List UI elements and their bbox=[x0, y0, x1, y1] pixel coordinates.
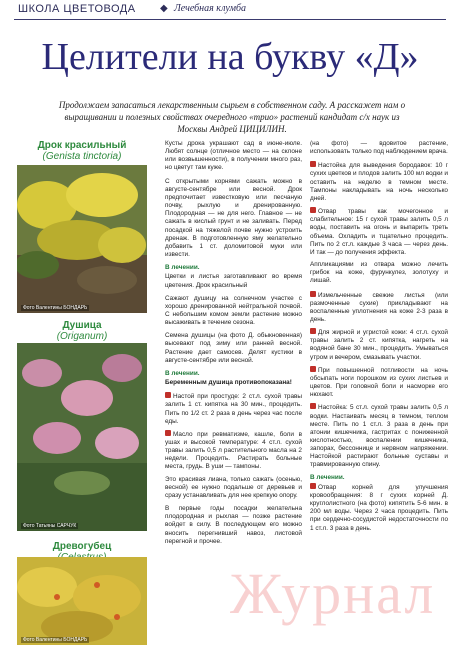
bullet-icon bbox=[310, 403, 316, 409]
recipe-entry bbox=[310, 328, 448, 362]
warning-text: Беременным душица противопоказана! bbox=[165, 379, 292, 387]
photo-celastrus bbox=[17, 557, 147, 645]
recipe-entry bbox=[310, 291, 448, 325]
genista-image bbox=[17, 165, 147, 313]
bullet-icon bbox=[165, 392, 171, 398]
recipe-text: Отвар корней для улучшения кровообращения: 8 г сухих корней Д. круглолистного (на фото) кипятить 5-6 мин. в 200 мл воды. Через 2 часа процедить. Пить при сердечно-сосудистой недостаточности по 1 ст.л. 3 раза в день. bbox=[310, 483, 448, 532]
text-column-3 bbox=[310, 140, 448, 537]
recipe-entry bbox=[310, 207, 448, 257]
paragraph: С открытыми корнями сажать можно в августе-сентябре или весной. Дрок предпочитает известковую или песчаную почву, рыхлую и дренированную. Плодородная — не для него. Главное — не сажать в кислый грунт и не заливать. Перед посадкой на тяжелой почве нужно устроить дренаж. В подготовленную яму желательно добавить 1 ст. доломитовой муки или извести. bbox=[165, 177, 302, 259]
article-lead: Продолжаем запасаться лекарственным сырьем в собственном саду. А расскажет нам о выращивании и полезных свойствах очередного «трио» растений кандидат с/х наук из Москвы Андрей ЦИЦИЛИН. bbox=[58, 100, 406, 134]
plant-name: Душица bbox=[62, 320, 102, 331]
recipe-text: При повышенной потливости на ночь обсыпать ноги порошком из сухих листьев и цветов. При головной боли и насморке его нюхают. bbox=[310, 366, 448, 399]
photo-credit: Фото Валентины БОНДАРЬ bbox=[23, 637, 88, 643]
watermark: Журнал bbox=[230, 561, 436, 626]
paragraph: В первые годы посадки желательна плодородная и рыхлая — позже растение войдет в силу. В последующем его можно вносить перегнивший навоз, листовой перегной и прочее. bbox=[165, 505, 302, 545]
photo-genista bbox=[17, 165, 147, 313]
paragraph: Кусты дрока украшают сад в июне-июле. Любят солнце (отличное место — на склоне или возвышенности), в получении много раз, но цветут там куже. bbox=[165, 140, 302, 172]
bullet-icon bbox=[165, 430, 171, 436]
column-name: Лечебная клумба bbox=[174, 3, 247, 14]
article-title: Целители на букву «Д» bbox=[41, 36, 419, 78]
page-header bbox=[0, 0, 460, 20]
text-column-2 bbox=[165, 140, 302, 551]
subheading: В лечении. bbox=[165, 264, 200, 272]
bullet-icon bbox=[310, 291, 316, 297]
recipe-entry bbox=[165, 392, 302, 426]
bullet-icon bbox=[310, 161, 316, 167]
diamond-icon: ◆ bbox=[160, 3, 168, 14]
recipe-text: Измельченные свежие листья (или размоченные сухие) прикладывают на воспаленные уплотнения на коже 2-3 раза в день. bbox=[310, 291, 448, 323]
paragraph: Сажают душицу на солнечном участке с хорошо дренированной нейтральной почвой. С небольшим комом земли растение можно высаживать в течение сезона. bbox=[165, 294, 302, 327]
subheading: В лечении. bbox=[165, 369, 200, 377]
recipe-entry bbox=[310, 483, 448, 533]
bullet-icon bbox=[310, 483, 316, 489]
bullet-icon bbox=[310, 207, 316, 213]
plant-latin: (Genista tinctoria) bbox=[42, 151, 122, 162]
bullet-icon bbox=[310, 366, 316, 372]
recipe-entry bbox=[310, 403, 448, 469]
photo-credit: Фото Валентины БОНДАРЬ bbox=[23, 305, 88, 311]
plant-title-genista bbox=[17, 140, 147, 162]
photo-origanum bbox=[17, 343, 147, 531]
recipe-text: Настойка: 5 ст.л. сухой травы залить 0,5 л водки. Настаивать месяц в темном, теплом месте. Пить по 1 ст.л. 3 раза в день при атонии кишечника, гастритах с пониженной кислотностью, воспалении кишечника, запорах, бессоннице и нервном напряжении. Настойкой растирают больные суставы и травмированную спину. bbox=[310, 404, 448, 469]
paragraph: Семена душицы (на фото Д. обыкновенная) высевают под зиму или ранней весной. Растение дает самосев. Делят кустики в августе-сентябре или весной. bbox=[165, 332, 302, 364]
section-name: ШКОЛА ЦВЕТОВОДА bbox=[18, 3, 136, 15]
recipe-entry bbox=[165, 430, 302, 472]
plant-title-origanum bbox=[17, 320, 147, 342]
paragraph: Цветки и листья заготавливают во время цветения. Дрок красильный bbox=[165, 273, 302, 289]
paragraph: Это красивая лиана, только сажать (осенью, весной) ее нужно подальше от деревьев и сразу устанавливать для нее крепкую опору. bbox=[165, 475, 302, 499]
recipe-text: Настойка для выведения бородавок: 10 г сухих цветков и плодов залить 100 мл водки и оставить на неделю в темном месте. Тампоны накладывать на ночь несколько дней. bbox=[310, 162, 448, 202]
recipe-text: Масло при ревматизме, кашле, боли в ушах и высокой температуре: 4 ст.л. сухой травы залить 0,5 л растительного масла на 2 недели. Процедить. Растирать больные места, грудь. В уши — тампоны. bbox=[165, 430, 302, 471]
recipe-entry bbox=[310, 366, 448, 400]
paragraph: (на фото) — вдовитое растение, использовать только под наблюдением врача. bbox=[310, 140, 448, 156]
recipe-entry bbox=[310, 161, 448, 203]
recipe-text: Для жирной и угристой кожи: 4 ст.л. сухой травы залить 2 ст. кипятка, нагреть на водяной бане 30 мин., процедить. Умываться утром и вечером, смазывать участки. bbox=[310, 329, 448, 361]
plant-name: Древогубец bbox=[52, 541, 112, 552]
origanum-image bbox=[17, 343, 147, 531]
plant-latin: (Origanum) bbox=[56, 331, 108, 342]
plant-name: Дрок красильный bbox=[37, 140, 127, 151]
subheading: В лечении. bbox=[310, 473, 345, 481]
photo-credit: Фото Татьяны САРЧУК bbox=[23, 523, 77, 529]
bullet-icon bbox=[310, 328, 316, 334]
celastrus-image bbox=[17, 557, 147, 645]
recipe-text: Отвар травы как мочегонное и слабительное: 15 г сухой травы залить 0,5 л воды, поставить на огонь и выпарить треть объема. Охладить и тщательно процедить. Пить по 2 ст.л. каждые 3 часа — через день. И так — до получения эффекта. bbox=[310, 208, 448, 256]
recipe-text: Настой при простуде: 2 ст.л. сухой травы залить 1 ст. кипятка на 30 мин., процедить. Пить по 1/2 ст. 2 раза в день через час после еды. bbox=[165, 393, 302, 425]
header-rule bbox=[14, 19, 446, 20]
paragraph: Аппликациями из отвара можно лечить грибок на коже, фурункулез, золотуху и лишай. bbox=[310, 261, 448, 285]
